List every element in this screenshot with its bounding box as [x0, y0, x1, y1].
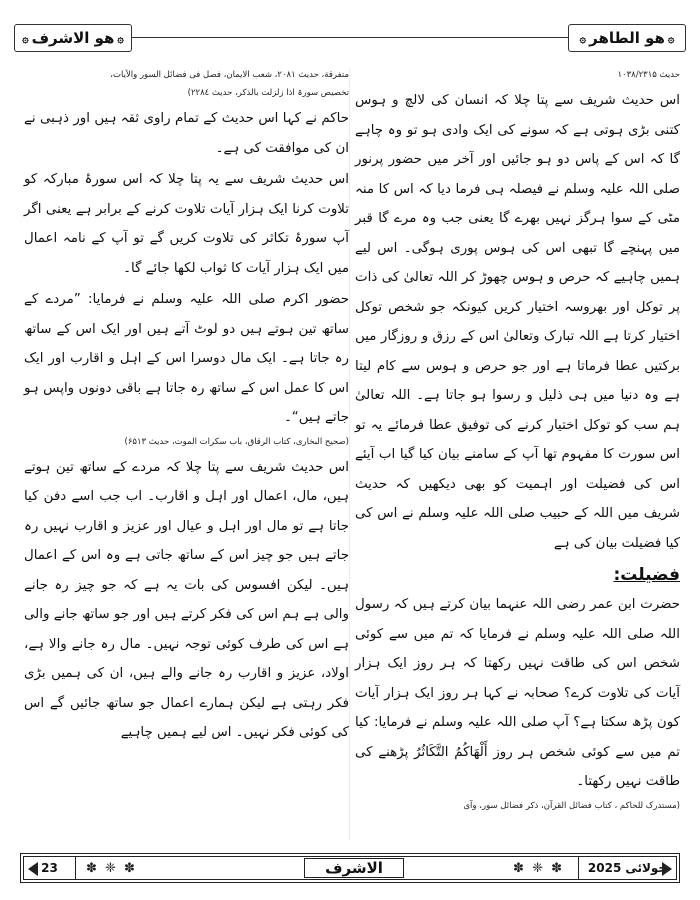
header-left-text: هو الاشرف	[31, 29, 115, 47]
paragraph: حاکم نے کہا اس حدیث کے تمام راوی ثقہ ہیں اور ذہبی نے ان کی موافقت کی ہے۔	[24, 111, 349, 156]
header-title-right	[568, 24, 686, 52]
section-heading: فضیلت:	[613, 565, 680, 585]
reference-note: متفرقة، حدیث ۲۰۸۱، شعب الایمان، فصل فی فضائل السور والآیات،	[110, 70, 349, 80]
page-number: 23	[24, 857, 76, 879]
reference-note: (صحیح البخاری، کتاب الرقاق، باب سکرات الموت، حدیث ۶۵۱۳)	[124, 436, 349, 447]
page-footer	[20, 853, 680, 883]
right-column	[355, 68, 680, 840]
ornament-icon: ✽ ❈ ✽	[86, 860, 137, 876]
ornament-icon: ✽ ❈ ✽	[513, 860, 564, 876]
reference-note: حدیث ۱۰۳۸/۲۳۱۵	[617, 70, 680, 80]
paragraph: حضرت ابن عمر رضی اللہ عنہما بیان کرتے ہیں کہ رسول اللہ صلی اللہ علیہ وسلم نے فرمایا کہ تم میں سے کوئی شخص اس کی طاقت نہیں رکھتا کہ ہر روز ایک ہزار آیات کی تلاوت کرے؟ صحابہ نے کہا ہر روز ایک ہزار آیات کون پڑھ سکتا ہے؟ آپ صلی اللہ علیہ وسلم نے فرمایا: کیا تم میں سے کوئی شخص ہر روز أَلْهَاكُمُ التَّكَاثُرُ پڑھنے کی طاقت نہیں رکھتا۔	[355, 597, 680, 789]
paragraph: اس حدیث شریف سے یہ پتا چلا کہ اس سورۂ مبارکہ کو تلاوت کرنا ایک ہزار آیات تلاوت کرنے کے برابر ہے یعنی اگر آپ سورۂ تکاثر کی تلاوت کریں گے تو آپ کے نامہ اعمال میں ایک ہزار آیات کا ثواب لکھا جائے گا۔	[24, 172, 349, 276]
issue-year: 2025	[587, 861, 622, 875]
reference-note: (مستدرک للحاکم ، کتاب فضائل القرآن، ذکر فضائل سور، وآی	[463, 800, 680, 811]
footer-frame	[23, 856, 677, 880]
page-header	[14, 20, 686, 56]
paragraph: اس حدیث شریف سے پتا چلا کہ انسان کی لالچ و ہوس کتنی بڑی ہوتی ہے کہ سونے کی ایک وادی ہو تو وہ چاہے گا کہ اس کے پاس دو ہو جائیں اور آخر میں حضور پرنور صلی اللہ علیہ وسلم نے فیصلہ ہی فرما دیا کہ اس کا منہ مٹی کے سوا ہرگز نہیں بھرے گا یعنی جب وہ مرے گا قبر میں پہنچے گا تبھی اس کی ہوس پوری ہوگی۔ اس لیے ہمیں چاہیے کہ حرص و ہوس چھوڑ کر اللہ تعالیٰ کی ذات پر توکل اور بھروسہ اختیار کریں کیونکہ جو شخص توکل اختیار کرتا ہے اللہ تبارک وتعالیٰ اس کے رزق و روزگار میں برکتیں عطا فرماتا ہے اور جو حرص و ہوس سے کام لیتا ہے وہ دنیا میں ہی ذلیل و رسوا ہو جاتا ہے۔ اللہ تعالیٰ ہم سب کو توکل اختیار کرنے کی توفیق عطا فرمائے یہ تو اس سورت کا مفہوم تھا آپ کے سامنے بیان کیا گیا اب آیئے اس کی فضیلت اور اہمیت کو بھی دیکھیں کہ حدیث شریف میں اللہ کے حبیب صلی اللہ علیہ وسلم نے اس کی کیا فضیلت بیان کی ہے	[355, 93, 680, 551]
column-divider	[349, 68, 350, 840]
left-column	[24, 68, 349, 840]
header-title-left	[14, 24, 132, 52]
header-right-text: هو الطاهر	[589, 29, 665, 47]
issue-date	[578, 857, 676, 879]
paragraph: حضور اکرم صلی اللہ علیہ وسلم نے فرمایا: ”مردے کے ساتھ تین ہوتے ہیں دو لوٹ آتے ہیں اور ایک اس کے ساتھ رہ جاتا ہے۔ ایک مال دوسرا اس کے اہل و اقارب اور ایک اس کا عمل اس کے ساتھ رہ جاتا ہے باقی دونوں واپس ہو جاتے ہیں“۔	[24, 292, 349, 425]
issue-month: جولائی	[625, 861, 668, 875]
paragraph: اس حدیث شریف سے پتا چلا کہ مردے کے ساتھ تین ہوتے ہیں، مال، اعمال اور اہل و اقارب۔ اب جب اسے دفن کیا جاتا ہے تو مال اور اہل و عیال اور عزیز و اقارب نہیں رہ جاتے ہیں جو چیز اس کے ساتھ جاتی ہے وہ اس کے اعمال ہیں۔ لیکن افسوس کی بات یہ ہے کہ جو چیز رہ جانے والی ہے ہم اس کی فکر کرتے ہیں اور جو ساتھ جانے والی ہے اس کی طرف کوئی توجہ نہیں۔ مال رہ جانے والا ہے، اولاد، عزیز و اقارب رہ جانے والے ہیں، ان کی ہمیں بڑی فکر رہتی ہے لیکن ہمارے اعمال جو ساتھ جائیں گے اس کی کوئی فکر نہیں۔ اس لیے ہمیں چاہیے	[24, 459, 349, 740]
ornament-icon: ۞	[579, 31, 587, 45]
reference-note: تخصیص سورۃ اذا زلزلت بالذکر، حدیث ۲۲۸٤)	[187, 88, 349, 98]
ornament-icon: ۞	[117, 31, 124, 45]
ornament-icon: ۞	[22, 31, 29, 45]
ornament-icon: ۞	[667, 31, 675, 45]
footer-center-label: الاشرف	[304, 858, 404, 878]
